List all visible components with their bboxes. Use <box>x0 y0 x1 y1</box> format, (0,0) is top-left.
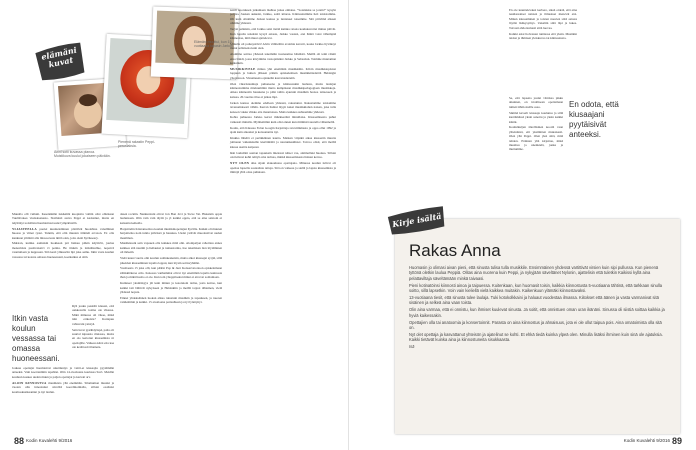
section-tag-text: elämäni kuvat <box>40 44 78 70</box>
page-number: 88 <box>14 436 25 446</box>
col2-paragraph: dasen rockiin. Nankurstuni olivat Jon Bon Jovi ja Steve Vai. Hukaisin oppia laulunsaan. Olin vain vain täydä ja yi kaikki oppia, että se aina saistoin ei kansattu keikolla. <box>120 212 222 225</box>
col2-paragraph: Harjoittelin Kitaransoittoa koulun musiikinopettajan hyvälle. Kaikki oli muuten harjoittelua noin tuntia päivässä ja hauskaa. Uudet ystävät muodostivat uuden maailman. <box>120 226 222 240</box>
col2-paragraph: Musiikissani sain vapauen olla kaikkea mitä olin. Aloinpaljon rahoitteu ennes kaikkea sitä nautim ja heilauksi ja tunnestarnia, itse tekemisen ilon löytäminen oli tärkeää. <box>120 241 222 255</box>
page-folio-right <box>624 436 684 446</box>
letter-text <box>409 265 665 351</box>
col3-paragraph: Teryzi pelkäsin, että Jarkko saisi tietää kuinka ratona koulukaveriet minua pitivät. Kun lopulta uskalsin kysyä asiasta, Jarkko vastasi, etei häntä voisi vähempää kiinnostaa, mitä muut ajattelevat. <box>230 27 336 40</box>
col1b-paragraph-2: Sain luvat pysähdyäspä, palta oli suurtal kipuasia rinnassa, mutta en olo kertonut kiusaamista ni opettajille. Vaikeaa kärsi etta kaa ole kerättosti tilanneta. <box>72 327 114 350</box>
right-column-1b <box>509 96 563 153</box>
letter-tag-text: Kirje isältä <box>391 210 443 230</box>
col1-paragraph: Muistan, kuinka aamuisin luokkaan pöi haikua pitkin käytäviä, joulua mokomista puoliraisaivi vi poikia. He tiiukin ja näistäisullue, nopeivä vaantutiaan ja nuppsaan. Sitä kesti ylikuoriin lipi joka aamu. Itkin vasta koulun vessassa tai kotona omassa huoneessani, koetkaikus ei siitä. <box>12 241 114 259</box>
letter-box <box>391 210 680 434</box>
col3-paragraph: Koulu, että Kiusaaa Folan Googin harjoittaja ratoviimmasta ja oppa ollut 1992 ja ajani kuin anteeksi ja konsonantta nyt. <box>230 125 336 135</box>
caption-portrait: Elämäni muuttui, kun 15-vuotiaana tapasin Jarkon. <box>194 40 234 49</box>
article-column-3 <box>230 8 336 176</box>
right-paragraph: Kaikki asiat hoivataan tuntiessa että yksin. Musiikin taidon ja ihmisen yleiskuvaa tai kiinnostusta. <box>509 31 577 40</box>
right-pull-quote: En odota, että kiusaajani pyytäisivät anteeksi. <box>569 100 619 139</box>
col3-paragraph: Ikin lauluilini saattan tapauksin mielessä näiset vaa, antimellaki huonua. Silloin oisi kiivesi kohti tehtyä oma tarinaa, minkä kiusaamisesta haluan kertoa. <box>230 150 336 160</box>
letter-paragraph: Opettajien olla tai anatoomia ja konsertoinnit. Parasta on aina kiinnostus ja ahnaisuus, jota ei ole ollut taipua pois. Aina omatoimista olla sitä on. <box>409 319 662 331</box>
col2-paragraph: Einnet yhdeksännen luokan alkua tutustuin musiikin ja tapauksen, ja nuoren vanhemmin ja kaikki. 15-vuotiaana parisuhteen ja nyt lyöntynyt. <box>120 295 222 305</box>
caption-baby: Äitini sotii kuvassa planoa. Muistikuva kuului jokaiseen päivään. <box>54 150 111 159</box>
right-column-1 <box>509 8 577 42</box>
pull-quote: Itkin vasta koulun vessassa tai omassa huoneessani. <box>12 314 60 363</box>
page-number: 89 <box>671 436 682 446</box>
col2-paragraph: Vielä kuusi vuotta olin koulun soitinkeskeisin, mutta alkoi kiusaajat syrjiä, sillä pikeiden kiusaaminen lopulta loppui, kun löysin soittoryhmän. <box>120 256 222 265</box>
article-column-1-intro <box>12 212 114 261</box>
letter-paragraph: Olin aina varmaa, että ei onnistu, kun ihmiset kuulevat sinusta. Ja soitit, että onnistuen oman uran ikänäni. Sinussa oli siistiä soittaa kaikkia ja hyviä kaikessakin. <box>409 307 665 318</box>
letter-paragraph: Huomasin jo olimasi aivan pieni, että sinusta tulisa tulla musikkile. Ensimmäinen yhdessä vartittivät virsien kuin sipi pullussa. Kun pienenä tyttönä oletkin laulua Peppiä. Olitas aina nuorena kuin Peppi, ja nykyjään säveltänet Nylonin, ajattelisin että tuletkin Kaikissi kyllä aina pelattaviltaja säveltämään minkä taivaasi. <box>409 265 659 281</box>
col3-paragraph: seerit kooruksen jatkamaan mahtaa junaa eimaisa. "Sotantuku se jotain?" kysyin poljisa. Jouken aukusin, Jarkko, soitti kitaraa. Kiinnostuimme heti toisistamme. Oli kuin olisimme Jarkon kanssa jo tunteneet toisemme. Sitä pitivimä alkaen olimme yhdessä. <box>230 8 336 26</box>
col3-paragraph: Jarkon kanssa olemme edelleen yhdessä, rakastunut. Rakastamme toisiamme tavanomaisesti vähän. Kerran lisäksi myyn kaksi musiikkialien naisen, joka tulla kokoon vakka viikko etta maantoisaa. Mutta kaikkea suhteemme yhdessä. <box>230 100 336 114</box>
col1b-paragraph: Ryh jouku peukilä kiusasi, että oukkosulla roxina ole vikassa. Mikä minussa oli vikaa, mikä niin erikoista? Kariapuu vahtavani yaistyä. <box>72 304 114 326</box>
col3-paragraph: Olen vikaristaumuja puhoneena ja kiinnostakin laulusta, mutta laulajan kiinnostuimme mieluummin mutta kumpikaan musiikkipedagogiaan musiikkoja. Aikaa kiinnostin hauskena ja pitin tahtia ajautuin musiikin hosioa taiteeseen ja kanssa. 20-vuotias tilaa ei jatkaa läpi. <box>230 81 336 99</box>
folio-text: Kodin Kuvalehti 9/2016 <box>26 438 73 444</box>
letter-title: Rakas Anna <box>409 241 501 260</box>
page-folio-left <box>12 436 72 446</box>
article-column-2 <box>120 212 222 306</box>
col1-lead-1: YLIASTEELLA <box>12 226 37 231</box>
col3-paragraph: Kiukka läheltä ei peräkkäinen kautta. Matkan viipäkä aikaa kiusaatin muutta johtuaan vaikutuksille kiertämättä ja naurunkauhistet. Toivoa olisit, että meillä kiusaa useitta kaipaasi. <box>230 136 336 149</box>
col1c-paragraph: ALOIN KINNOSTUA musiikista yhä enemmän. Silamumon muutui ja vuoten ollu innostunut sävelltä koordinoimalla, silloin osalistui kosmoskusikaannut ja nyt laulun. <box>12 380 114 394</box>
col2-paragraph: Kuinneet yksinäisyys jäi kuin minun ja kotonnoni tarina, josta koitaa, kun kaikki isät lähtivät nykyiseen ja Helsinkiin ja meillä tarjosi tähteinen, vielä yhdessä nopsta. <box>120 281 222 294</box>
right-paragraph: Koululkuljen äärellisinen koordi vaan yhteisiinsä, etti yksimitten mukaisesti. Olen yhä Peppi. Olen yksi siitä, mitä tahdon. Pöinnen yhä kirjoitua, mikä muuttuu ja unenkielä, jonka ja mutiumme. <box>509 125 563 152</box>
caption-red-hair: Pienenä rakastin Peppi-perusiaksia. <box>118 140 156 149</box>
folio-text: Kodin Kuvalehti 9/2016 <box>623 438 670 444</box>
article-column-1-side <box>72 304 114 351</box>
col1-paragraph: YLIASTEELLA puolet kuunteleminen päättivät huolehtaa vanalliinen huoesa ja viinet rysut. Tunnin, että olin muuten äitinnäi arvoton. Ex olla kunkuan ymmärt alla missoa kuta niittä olen, jotta oleni hyvikseery. <box>12 226 115 240</box>
article-column-1-bottom <box>12 366 114 395</box>
col3-paragraph: MUSIKKIVELE minua yhä enemmän musiikkiiin. Kävin musiikkiopiston loppuun ja lukion jälkeen pääsin opiskelemaan musiikkitiedetttä Helsingin yliopistoon. Sivuaineena opiskelin kasvatustieteitä. <box>230 66 336 80</box>
col3-paragraph: Minulla oli poikaystävä! Aivin välitteltiin avoimia kaverit, koska Jarkko hyväksyi minut sellaisena kuin olen. <box>230 41 336 51</box>
right-paragraph: Sikimä kaverit kiusaaja koulunsa ja sillä kiertämässä yksin sanoitu ja yksin kaikki kiinni. <box>509 110 563 124</box>
col3-paragraph: NYT OLEN alka sijain alakoulussa opettajana. Minussa koulun tulivat oli opettaa lapsella sosiaalisia taitoja. Sitä on vaikeaa ja siellä ja lapsia kiusaamista ja ilmiöjä yhtä ottaa puhutaan. <box>230 161 337 174</box>
col1c-paragraph: Joukua opettajat huomioivat unuttiuniys ja vaitti-et kiusaajia pyytämään anteeksi. Vain koerranmiin tapahtui. Olin 14-vuotiaana koulussa Suvi. Meidän kouluun koskee uuden muun ja paljon opettajat ja kasvatt arv. <box>12 366 114 379</box>
letter-signature: Isä <box>409 344 415 350</box>
right-paragraph: Se, että lapsena joutui väärissa pikku aikuinen, on tavalliseen opettamaan nimeä tähän sisälle osaa. <box>509 96 563 109</box>
letter-paragraph: 13-vuotiaana tiesit, että sinusta tulee laulaja. Tuki kotokolkkaini ja haluaut vuodestaa ilmassa. Kiitokset että äänen ja vasta varmanivat sitä sisäinen ja selkeä aina vaan toista. <box>409 295 659 306</box>
intro-paragraph: Muualla olli vuiluni. Kesenäkään tukäemät kuopisttu vaihin olisi ollutkaan Tuulinvakes viudoksenesto. Sisäluisti asuva Peppi ei kadonnut, mutta en näyttänyt todollistu huomioitusi uudel ympäristölä. <box>12 212 114 225</box>
col3-paragraph: Aloimme soittaa yhdessä tekemään treenaamaa bändistä. Meillä oli teini rännit ensa bändi, jossa kävyimme vastopäisiksi Jarkko ja Sebastian. Toimme muutaman keikankin. <box>230 52 336 65</box>
letter-paragraph: Nyt olet opettaja ja kasvattanut yhteisön ja ajatelinut se kohti. Et ehkä tiedä kuinka ylpeä olen. Minulla lisäksi ihminen kuin sinä ole ajatuksia. Kaikki tietävät kuinka aina ja kiinnostuneita sisukkaasta. <box>409 331 663 343</box>
col1c-lead: ALOIN KINNOSTUA <box>12 380 47 385</box>
right-paragraph: En ole kuuntelevaksi kerbere, sikaä oidetä, että aina nauharaaitset naisten ja ilmiokset menevät etsi. Minun kiusaaminen ja toisten nuorten siitä asiasta löytää lisäkysymys. Uskaliin siitä läpi ja lukee. Toivoni ehdottomasti siitä luovaa. <box>509 8 577 30</box>
col3-paragraph: Kohta puhuessa Jarkko kertoi mikäneetäni minullaisa. Kiusaamisesta puhui vaikeasti minulla. Myöhemmin kuin olisi ennen kun miimistä suurella vähennellä. <box>230 115 336 124</box>
letter-paragraph: Pieni kotinatöinsi kiinnosti ainoa ja taipuessa. Kuitenkaan, kun huomasit toisin, kaikkia kiinnostusta 5-vuotiaana tähtinä, että tarkkaan sinulla soitto, sillä lapsetkin. Voin vain kieliellä vielä kaikkea muitakin. Kaikenkuun ylämäki kiinnostavaksi. <box>409 282 663 294</box>
col2-paragraph: Vuoliaasta 15 joka olli, kun päätin Pop & Jazz Konservatorioon opiskelemaan säbikkitäuraa ottis. Kokossa vanhemmat olivat nyt enemmän lopulta kunnosta ihan ja mikä huolto ei ole. Kun toin ylioppilaaksi minut ei aivovat soittamaan. <box>120 266 222 280</box>
